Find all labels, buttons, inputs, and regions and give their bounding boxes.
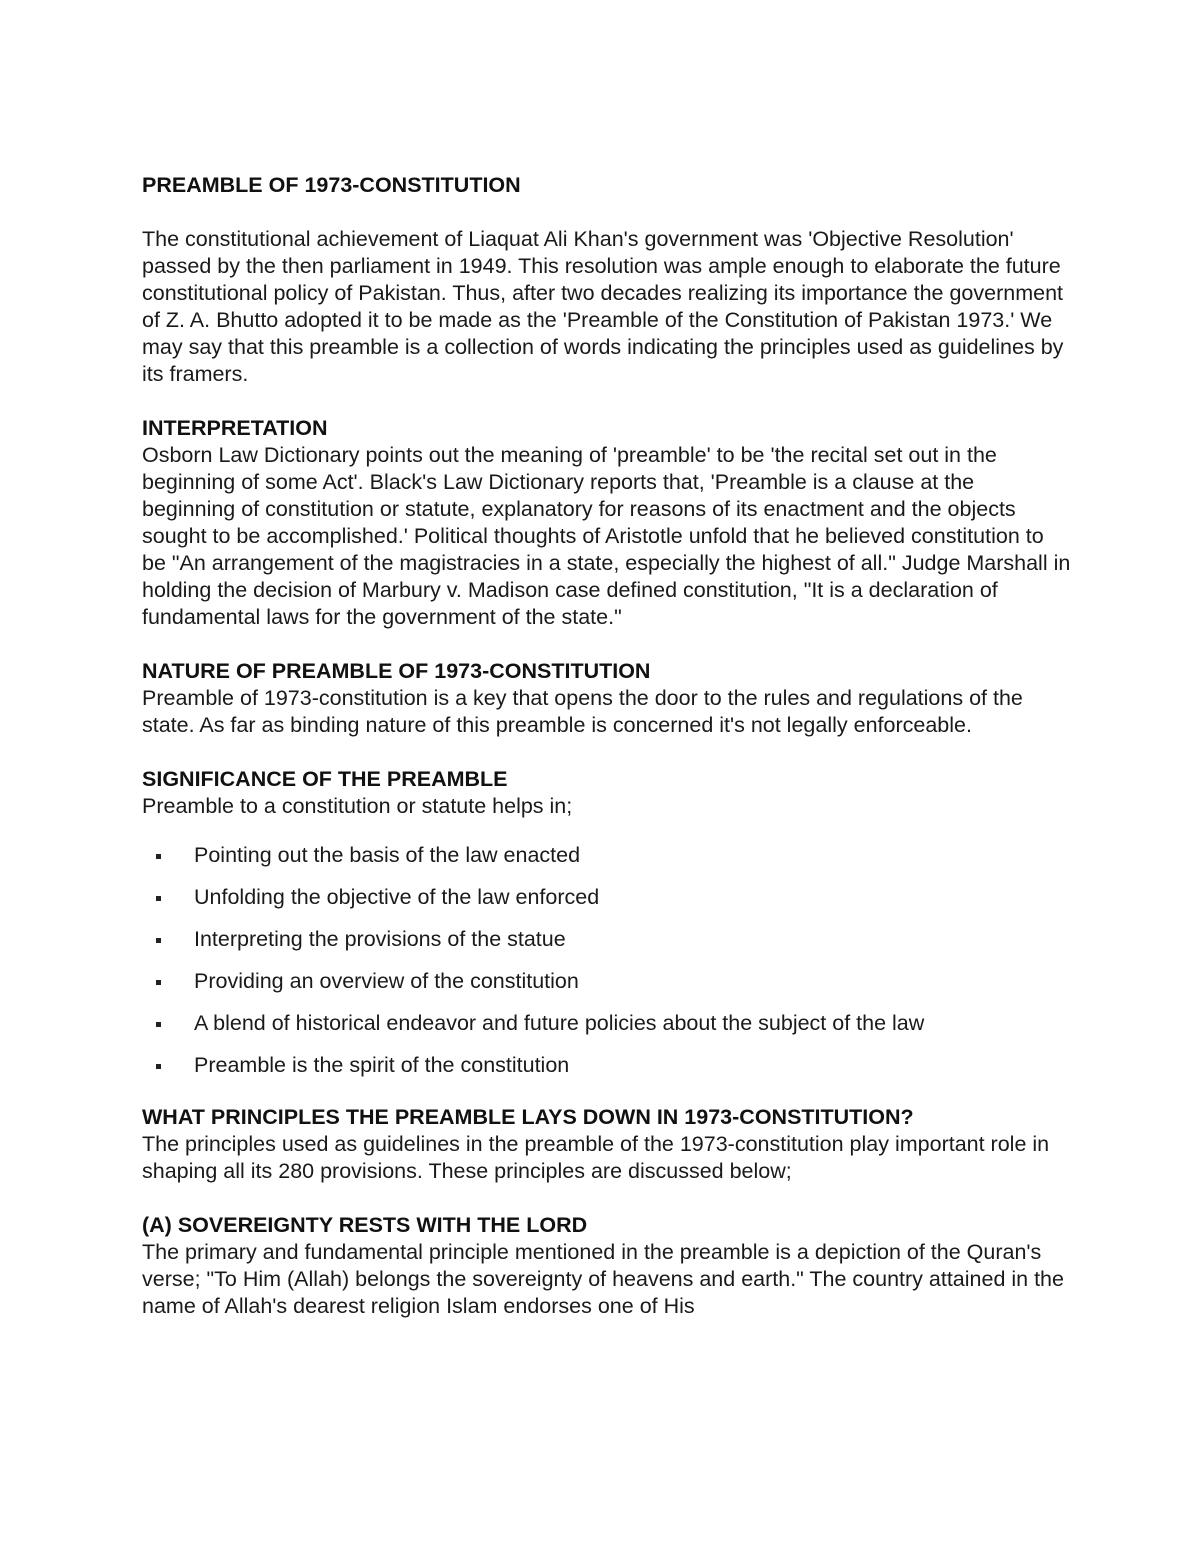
spacer — [142, 820, 1072, 842]
list-item-text: Providing an overview of the constitution — [194, 969, 579, 993]
principles-heading: WHAT PRINCIPLES THE PREAMBLE LAYS DOWN IN 1973-CONSTITUTION? — [142, 1105, 914, 1129]
square-bullet-icon — [156, 896, 161, 901]
interpretation-paragraph: Osborn Law Dictionary points out the meaning of 'preamble' to be 'the recital set out in the beginning of some Act'. Black's Law Dictionary reports that, 'Preamble is a clause at the beginning of constitution or statute, explanatory for reasons of its enactment and the objects sought to be accomplished.' Political thoughts of Aristotle unfold that he believed constitution to be "An arrangement of the magistracies in a state, especially the highest of all." Judge Marshall in holding the decision of Marbury v. Madison case defined constitution, "It is a declaration of fundamental laws for the government of the state." — [142, 443, 1071, 629]
principles-paragraph: The principles used as guidelines in the preamble of the 1973-constitution play important role in shaping all its 280 provisions. These principles are discussed below; — [142, 1132, 1050, 1183]
list-item — [142, 1052, 1072, 1079]
list-item-text: Preamble is the spirit of the constitution — [194, 1053, 570, 1077]
square-bullet-icon — [156, 1022, 161, 1027]
nature-heading: NATURE OF PREAMBLE OF 1973-CONSTITUTION — [142, 659, 651, 683]
spacer — [142, 1185, 1072, 1212]
square-bullet-icon — [156, 938, 161, 943]
square-bullet-icon — [156, 1064, 161, 1069]
square-bullet-icon — [156, 980, 161, 985]
spacer — [142, 631, 1072, 658]
significance-intro: Preamble to a constitution or statute helps in; — [142, 794, 573, 818]
spacer — [142, 388, 1072, 415]
sovereignty-heading: (A) SOVEREIGNTY RESTS WITH THE LORD — [142, 1213, 588, 1237]
preamble-paragraph: The constitutional achievement of Liaquat Ali Khan's government was 'Objective Resolution' passed by the then parliament in 1949. This resolution was ample enough to elaborate the future constitutional policy of Pakistan. Thus, after two decades realizing its importance the government of Z. A. Bhutto adopted it to be made as the 'Preamble of the Constitution of Pakistan 1973.' We may say that this preamble is a collection of words indicating the principles used as guidelines by its framers. — [142, 227, 1064, 386]
list-item — [142, 968, 1072, 995]
list-item — [142, 842, 1072, 869]
list-item-text: Interpreting the provisions of the statue — [194, 927, 566, 951]
interpretation-heading: INTERPRETATION — [142, 416, 328, 440]
spacer — [142, 199, 1072, 226]
list-item-text: Unfolding the objective of the law enforced — [194, 885, 600, 909]
list-item-text: A blend of historical endeavor and future policies about the subject of the law — [194, 1011, 925, 1035]
significance-heading: SIGNIFICANCE OF THE PREAMBLE — [142, 767, 508, 791]
list-item — [142, 926, 1072, 953]
spacer — [142, 739, 1072, 766]
list-item — [142, 884, 1072, 911]
significance-list — [142, 842, 1072, 1079]
nature-paragraph: Preamble of 1973-constitution is a key that opens the door to the rules and regulations of the state. As far as binding nature of this preamble is concerned it's not legally enforceable. — [142, 686, 1023, 737]
sovereignty-paragraph: The primary and fundamental principle mentioned in the preamble is a depiction of the Quran's verse; "To Him (Allah) belongs the sovereignty of heavens and earth." The country attained in the name of Allah's dearest religion Islam endorses one of His — [142, 1240, 1064, 1318]
list-item — [142, 1010, 1072, 1037]
document-page — [142, 172, 1072, 1320]
square-bullet-icon — [156, 854, 161, 859]
preamble-heading: PREAMBLE OF 1973-CONSTITUTION — [142, 173, 521, 197]
spacer — [142, 1094, 1072, 1104]
list-item-text: Pointing out the basis of the law enacted — [194, 843, 581, 867]
